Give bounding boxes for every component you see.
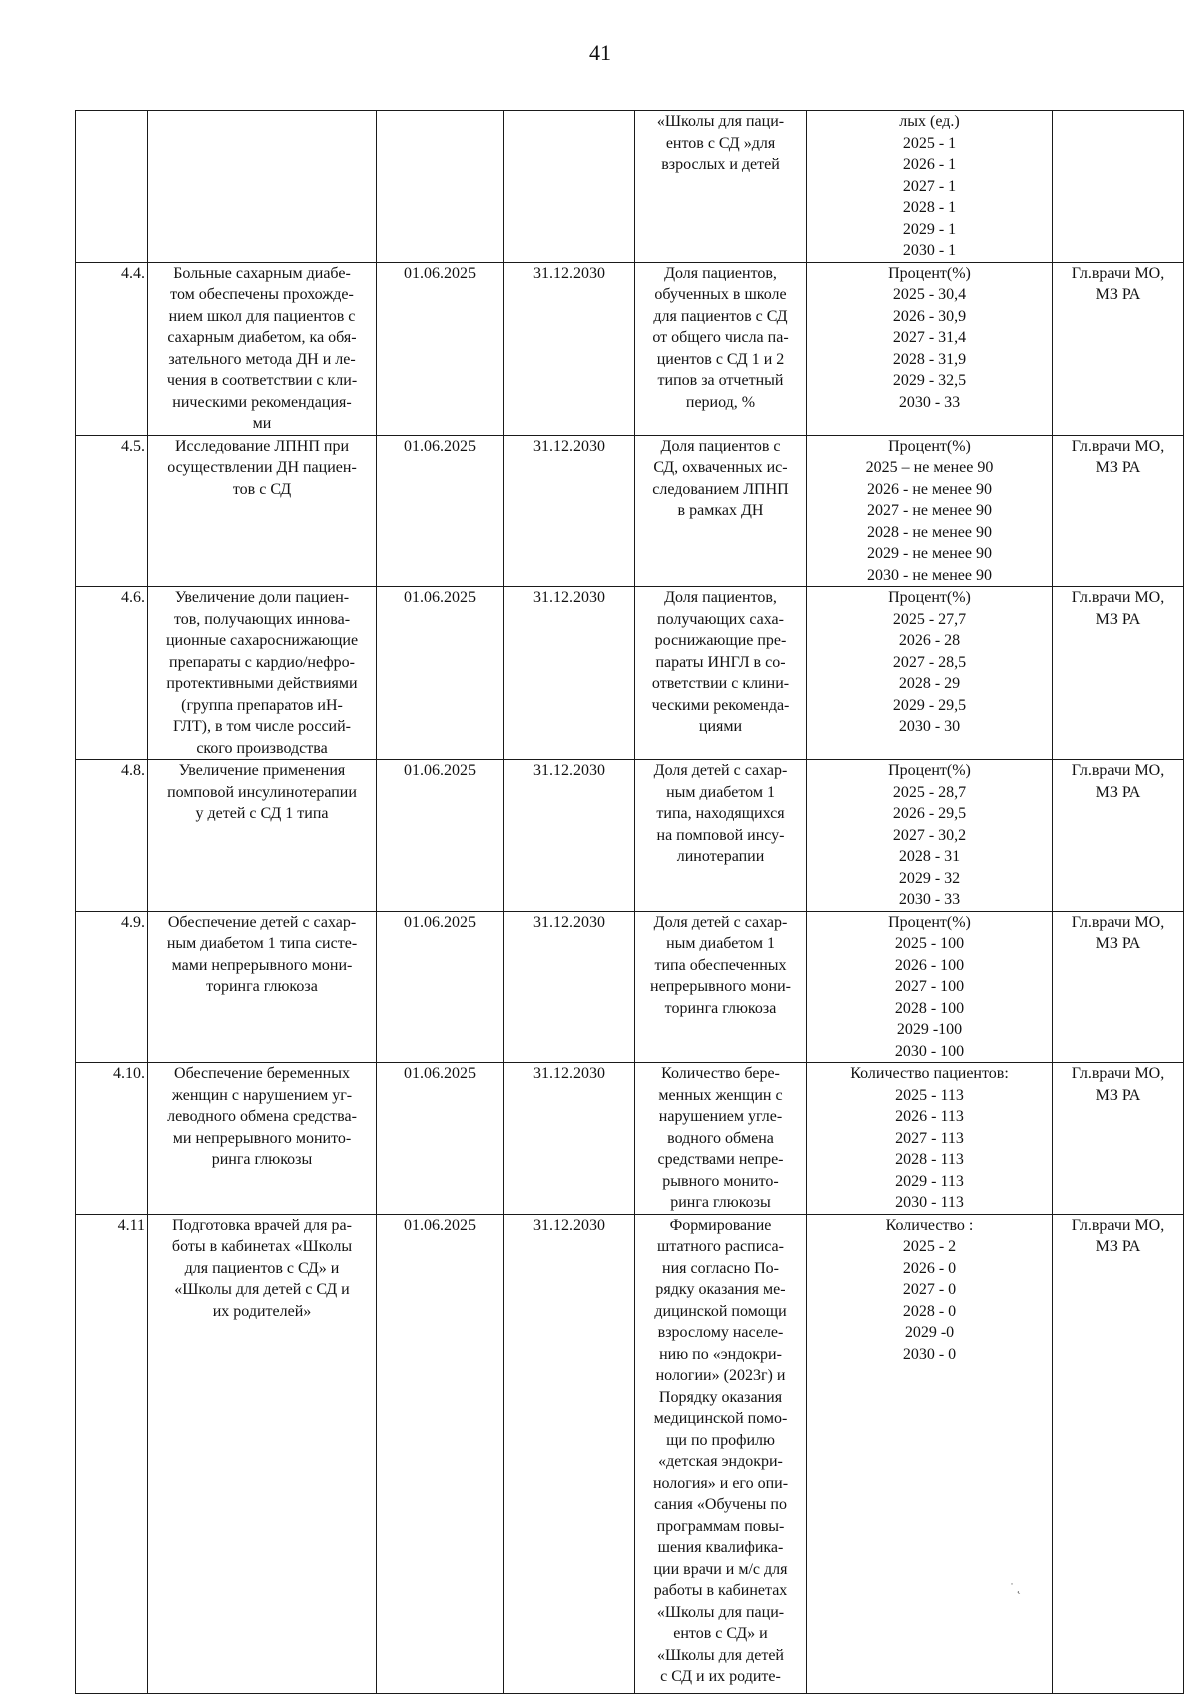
indicator-line: роснижающие пре- bbox=[654, 632, 787, 649]
end-date-cell: 31.12.2030 bbox=[504, 1214, 635, 1693]
indicator-line: ентов с СД» и bbox=[673, 1625, 768, 1642]
activity-line: для пациентов с СД» и bbox=[184, 1259, 340, 1277]
target-value-line: 2030 - не менее 90 bbox=[867, 566, 992, 584]
activity-line: помповой инсулинотерапии bbox=[167, 783, 357, 801]
target-value-line: 2027 - 31,4 bbox=[892, 329, 967, 346]
target-value-line: 2029 -100 bbox=[896, 1021, 963, 1038]
target-value-line: 2026 - 100 bbox=[894, 956, 965, 974]
target-value-line: 2028 - 1 bbox=[902, 199, 957, 216]
target-value-line: 2030 - 113 bbox=[895, 1194, 964, 1211]
target-value-line: Процент(%) bbox=[888, 264, 971, 282]
indicator-line: с СД и их родите- bbox=[660, 1668, 781, 1685]
end-date-cell: 31.12.2030 bbox=[504, 262, 635, 435]
indicator-line: средствами непре- bbox=[657, 1151, 784, 1168]
target-value-line: 2025 – не менее 90 bbox=[865, 459, 994, 476]
indicator-cell bbox=[635, 760, 807, 912]
target-value-line: 2025 - 27,7 bbox=[892, 610, 967, 628]
activity-cell bbox=[148, 111, 377, 263]
indicator-line: ческими рекоменда- bbox=[651, 696, 790, 714]
start-date-cell: 01.06.2025 bbox=[377, 1214, 504, 1693]
responsible-line: МЗ РА bbox=[1095, 286, 1141, 303]
indicator-line: непрерывного мони- bbox=[650, 978, 791, 995]
target-value-line: 2026 - не менее 90 bbox=[867, 480, 992, 498]
start-date-cell: 01.06.2025 bbox=[377, 435, 504, 587]
activity-line: препараты с кардио/нефро- bbox=[169, 653, 355, 671]
target-value-line: 2030 - 1 bbox=[902, 242, 957, 259]
indicator-line: для пациентов с СД bbox=[653, 307, 788, 325]
indicator-line: «детская эндокри- bbox=[658, 1453, 783, 1470]
activities-table bbox=[75, 110, 1184, 1694]
indicator-line: типов за отчетный bbox=[657, 372, 784, 389]
indicator-cell bbox=[635, 1214, 807, 1693]
indicator-line: менных женщин с bbox=[658, 1086, 783, 1104]
start-date-cell bbox=[377, 111, 504, 263]
target-values-cell bbox=[807, 111, 1053, 263]
responsible-cell bbox=[1053, 262, 1184, 435]
activity-line: ми непрерывного монито- bbox=[172, 1129, 352, 1147]
page-number: 41 bbox=[589, 40, 611, 65]
target-values-cell bbox=[807, 760, 1053, 912]
table-row bbox=[76, 435, 1184, 587]
table-row bbox=[76, 587, 1184, 760]
indicator-line: ным диабетом 1 bbox=[666, 783, 775, 801]
indicator-cell bbox=[635, 435, 807, 587]
indicator-line: линотерапии bbox=[676, 848, 765, 865]
activity-line: ского производства bbox=[196, 739, 328, 757]
target-value-line: 2028 - 31,9 bbox=[892, 350, 967, 368]
table-row bbox=[76, 1063, 1184, 1215]
table-body bbox=[76, 111, 1184, 1694]
activity-line: леводного обмена средства- bbox=[167, 1108, 357, 1125]
responsible-cell bbox=[1053, 1063, 1184, 1215]
responsible-line: МЗ РА bbox=[1095, 1086, 1141, 1104]
activity-line: Исследование ЛПНП при bbox=[174, 437, 350, 455]
target-value-line: 2030 - 100 bbox=[894, 1042, 965, 1060]
activity-cell bbox=[148, 1214, 377, 1693]
target-value-line: 2025 - 113 bbox=[895, 1086, 964, 1104]
responsible-line: МЗ РА bbox=[1095, 459, 1141, 476]
target-value-line: 2026 - 29,5 bbox=[892, 805, 967, 822]
indicator-line: штатного расписа- bbox=[657, 1238, 784, 1255]
activity-line: осуществлении ДН пациен- bbox=[167, 459, 357, 476]
indicator-line: получающих саха- bbox=[657, 610, 784, 628]
target-value-line: Количество : bbox=[885, 1216, 974, 1234]
indicator-line: «Школы для паци- bbox=[656, 1603, 785, 1621]
item-number-cell: 4.10. bbox=[76, 1063, 148, 1215]
activity-line: Увеличение применения bbox=[178, 762, 346, 779]
responsible-line: МЗ РА bbox=[1095, 1238, 1141, 1255]
activity-line: Подготовка врачей для ра- bbox=[172, 1216, 352, 1234]
target-value-line: 2030 - 33 bbox=[898, 393, 961, 411]
start-date-cell: 01.06.2025 bbox=[377, 1063, 504, 1215]
responsible-line: Гл.врачи МО, bbox=[1071, 264, 1165, 282]
target-value-line: 2029 - 32 bbox=[898, 869, 961, 887]
indicator-line: типа, находящихся bbox=[656, 805, 785, 822]
indicator-line: Доля детей с сахар- bbox=[653, 913, 788, 931]
target-value-line: 2027 - 30,2 bbox=[892, 826, 967, 844]
item-number-cell: 4.4. bbox=[76, 262, 148, 435]
activity-line: Обеспечение беременных bbox=[174, 1065, 350, 1082]
target-value-line: 2027 - 1 bbox=[902, 177, 957, 195]
indicator-line: работы в кабинетах bbox=[653, 1582, 788, 1599]
target-value-line: 2026 - 28 bbox=[898, 632, 961, 649]
activity-line: мами непрерывного мони- bbox=[171, 956, 353, 974]
indicator-line: СД, охваченных ис- bbox=[653, 459, 788, 476]
activity-line: Больные сахарным диабе- bbox=[173, 264, 351, 282]
responsible-cell bbox=[1053, 911, 1184, 1063]
end-date-cell bbox=[504, 111, 635, 263]
responsible-line: МЗ РА bbox=[1095, 783, 1141, 801]
target-value-line: 2029 - 29,5 bbox=[892, 696, 967, 714]
indicator-line: от общего числа па- bbox=[652, 329, 789, 346]
indicator-line: нология» и его опи- bbox=[652, 1474, 789, 1492]
activity-line: (группа препаратов иН- bbox=[181, 696, 343, 714]
indicator-line: ринга глюкозы bbox=[670, 1194, 771, 1211]
target-value-line: 2027 - не менее 90 bbox=[867, 502, 992, 519]
target-value-line: 2026 - 0 bbox=[902, 1259, 957, 1277]
activity-line: тов с СД bbox=[232, 480, 292, 498]
indicator-line: обученных в школе bbox=[654, 286, 787, 303]
activity-cell bbox=[148, 911, 377, 1063]
responsible-line: Гл.врачи МО, bbox=[1071, 589, 1165, 606]
indicator-line: сания «Обучены по bbox=[654, 1496, 787, 1513]
target-value-line: 2027 - 113 bbox=[895, 1129, 964, 1147]
activity-line: нием школ для пациентов с bbox=[168, 307, 356, 325]
target-value-line: 2029 - не менее 90 bbox=[867, 545, 992, 562]
scan-speck: ˙ ˛ bbox=[1010, 1580, 1021, 1594]
target-value-line: Процент(%) bbox=[888, 762, 971, 779]
target-value-line: 2026 - 1 bbox=[902, 156, 957, 173]
indicator-line: Доля детей с сахар- bbox=[653, 762, 788, 779]
indicator-cell bbox=[635, 1063, 807, 1215]
activity-line: чения в соответствии с кли- bbox=[166, 372, 358, 389]
indicator-line: нарушением угле- bbox=[658, 1108, 783, 1125]
activity-cell bbox=[148, 262, 377, 435]
indicator-line: ответствии с клини- bbox=[651, 675, 790, 692]
indicator-line: ным диабетом 1 bbox=[666, 935, 775, 952]
target-values-cell bbox=[807, 1063, 1053, 1215]
responsible-line: Гл.врачи МО, bbox=[1071, 1216, 1165, 1234]
table-row bbox=[76, 760, 1184, 912]
responsible-line: Гл.врачи МО, bbox=[1071, 762, 1165, 779]
end-date-cell: 31.12.2030 bbox=[504, 1063, 635, 1215]
indicator-cell bbox=[635, 911, 807, 1063]
indicator-line: типа обеспеченных bbox=[654, 956, 787, 974]
indicator-line: шения квалифика- bbox=[657, 1539, 784, 1556]
activity-line: ми bbox=[252, 415, 272, 432]
target-values-cell bbox=[807, 911, 1053, 1063]
indicator-line: Порядку оказания bbox=[658, 1388, 783, 1406]
responsible-line: Гл.врачи МО, bbox=[1071, 437, 1165, 455]
indicator-line: следованием ЛПНП bbox=[652, 480, 789, 498]
indicator-line: дицинской помощи bbox=[654, 1302, 787, 1320]
activity-cell bbox=[148, 435, 377, 587]
indicator-line: Доля пациентов с bbox=[660, 437, 781, 455]
target-value-line: 2030 - 0 bbox=[902, 1345, 957, 1363]
responsible-cell bbox=[1053, 111, 1184, 263]
target-value-line: Количество пациентов: bbox=[850, 1065, 1009, 1082]
responsible-line: МЗ РА bbox=[1095, 610, 1141, 628]
target-value-line: Процент(%) bbox=[888, 913, 971, 931]
target-value-line: 2027 - 28,5 bbox=[892, 653, 967, 671]
indicator-line: период, % bbox=[685, 393, 756, 411]
table-row bbox=[76, 1214, 1184, 1693]
item-number-cell bbox=[76, 111, 148, 263]
target-value-line: лых (ед.) bbox=[899, 113, 960, 130]
item-number-cell: 4.8. bbox=[76, 760, 148, 912]
table-row bbox=[76, 262, 1184, 435]
target-value-line: 2027 - 100 bbox=[894, 978, 965, 995]
item-number-cell: 4.11 bbox=[76, 1214, 148, 1693]
end-date-cell: 31.12.2030 bbox=[504, 911, 635, 1063]
activity-line: Обеспечение детей с сахар- bbox=[167, 913, 357, 931]
indicator-line: щи по профилю bbox=[666, 1431, 775, 1449]
indicator-line: рядку оказания ме- bbox=[655, 1281, 786, 1298]
target-value-line: 2028 - 29 bbox=[898, 675, 961, 692]
target-value-line: 2027 - 0 bbox=[902, 1281, 957, 1298]
indicator-line: нию по «эндокри- bbox=[659, 1345, 782, 1363]
target-value-line: 2028 - 31 bbox=[898, 848, 961, 865]
indicator-line: программам повы- bbox=[656, 1517, 785, 1535]
activity-line: том обеспечены прохожде- bbox=[170, 286, 354, 303]
indicator-line: взрослых и детей bbox=[661, 156, 780, 173]
start-date-cell: 01.06.2025 bbox=[377, 262, 504, 435]
indicator-line: медицинской помо- bbox=[653, 1410, 788, 1427]
target-value-line: 2028 - не менее 90 bbox=[867, 523, 992, 541]
target-value-line: 2028 - 0 bbox=[902, 1302, 957, 1320]
indicator-line: Количество бере- bbox=[661, 1065, 780, 1082]
indicator-line: в рамках ДН bbox=[677, 502, 764, 519]
indicator-line: нологии» (2023г) и bbox=[655, 1367, 786, 1384]
indicator-line: ции врачи и м/с для bbox=[653, 1560, 788, 1578]
activity-line: ным диабетом 1 типа систе- bbox=[166, 935, 358, 952]
target-value-line: Процент(%) bbox=[888, 589, 971, 606]
activity-line: зательного метода ДН и ле- bbox=[168, 350, 356, 368]
indicator-cell bbox=[635, 587, 807, 760]
activity-line: сахарным диабетом, ка обя- bbox=[167, 329, 357, 346]
end-date-cell: 31.12.2030 bbox=[504, 760, 635, 912]
indicator-line: торинга глюкоза bbox=[664, 999, 777, 1017]
indicator-line: Доля пациентов, bbox=[664, 264, 777, 282]
indicator-line: взрослому населе- bbox=[657, 1324, 784, 1341]
responsible-cell bbox=[1053, 760, 1184, 912]
table-row bbox=[76, 911, 1184, 1063]
target-value-line: 2025 - 1 bbox=[902, 134, 957, 152]
start-date-cell: 01.06.2025 bbox=[377, 587, 504, 760]
target-value-line: 2028 - 100 bbox=[894, 999, 965, 1017]
target-values-cell bbox=[807, 262, 1053, 435]
indicator-line: «Школы для детей bbox=[656, 1646, 784, 1664]
item-number-cell: 4.5. bbox=[76, 435, 148, 587]
target-value-line: 2026 - 113 bbox=[895, 1108, 964, 1125]
indicator-line: «Школы для паци- bbox=[656, 113, 785, 130]
activity-cell bbox=[148, 587, 377, 760]
responsible-cell bbox=[1053, 587, 1184, 760]
target-value-line: 2029 - 32,5 bbox=[892, 372, 967, 389]
activity-line: Увеличение доли пациен- bbox=[174, 589, 350, 606]
table-row bbox=[76, 111, 1184, 263]
responsible-line: Гл.врачи МО, bbox=[1071, 1065, 1165, 1082]
start-date-cell: 01.06.2025 bbox=[377, 911, 504, 1063]
item-number-cell: 4.9. bbox=[76, 911, 148, 1063]
start-date-cell: 01.06.2025 bbox=[377, 760, 504, 912]
responsible-cell bbox=[1053, 1214, 1184, 1693]
target-values-cell bbox=[807, 587, 1053, 760]
target-value-line: Процент(%) bbox=[888, 437, 971, 455]
indicator-line: рывного монито- bbox=[662, 1172, 779, 1190]
activity-line: их родителей» bbox=[212, 1302, 312, 1320]
activity-line: «Школы для детей с СД и bbox=[174, 1281, 350, 1298]
responsible-cell bbox=[1053, 435, 1184, 587]
activity-line: ГЛТ), в том числе россий- bbox=[172, 718, 351, 735]
target-value-line: 2026 - 30,9 bbox=[892, 307, 967, 325]
target-value-line: 2028 - 113 bbox=[895, 1151, 964, 1168]
item-number-cell: 4.6. bbox=[76, 587, 148, 760]
indicator-line: Доля пациентов, bbox=[664, 589, 777, 606]
activity-line: тов, получающих иннова- bbox=[173, 610, 351, 628]
indicator-line: на помповой инсу- bbox=[656, 826, 785, 844]
indicator-cell bbox=[635, 262, 807, 435]
target-value-line: 2029 - 1 bbox=[902, 220, 957, 238]
indicator-line: ния согласно По- bbox=[662, 1259, 779, 1277]
indicator-line: параты ИНГЛ в со- bbox=[655, 653, 786, 671]
activity-line: боты в кабинетах «Школы bbox=[171, 1238, 353, 1255]
indicator-line: ентов с СД »для bbox=[665, 134, 776, 152]
activity-line: торинга глюкоза bbox=[206, 978, 318, 995]
indicator-line: Формирование bbox=[669, 1216, 772, 1234]
target-value-line: 2030 - 33 bbox=[898, 891, 961, 908]
indicator-line: циями bbox=[698, 718, 743, 735]
activity-line: женщин с нарушением уг- bbox=[171, 1086, 353, 1104]
target-value-line: 2029 -0 bbox=[904, 1324, 955, 1341]
activity-cell bbox=[148, 760, 377, 912]
target-value-line: 2029 - 113 bbox=[895, 1172, 964, 1190]
target-value-line: 2025 - 100 bbox=[894, 935, 965, 952]
activity-line: ринга глюкозы bbox=[211, 1151, 313, 1168]
activity-line: ционные сахароснижающие bbox=[165, 632, 359, 649]
indicator-line: водного обмена bbox=[667, 1129, 774, 1147]
target-value-line: 2030 - 30 bbox=[898, 718, 961, 735]
end-date-cell: 31.12.2030 bbox=[504, 587, 635, 760]
activity-cell bbox=[148, 1063, 377, 1215]
activity-line: ническими рекомендация- bbox=[172, 393, 352, 411]
responsible-line: Гл.врачи МО, bbox=[1071, 913, 1165, 931]
indicator-cell bbox=[635, 111, 807, 263]
target-value-line: 2025 - 28,7 bbox=[892, 783, 967, 801]
target-values-cell bbox=[807, 435, 1053, 587]
end-date-cell: 31.12.2030 bbox=[504, 435, 635, 587]
target-values-cell bbox=[807, 1214, 1053, 1693]
responsible-line: МЗ РА bbox=[1095, 935, 1141, 952]
activity-line: у детей с СД 1 типа bbox=[195, 805, 329, 822]
target-value-line: 2025 - 2 bbox=[902, 1238, 957, 1255]
target-value-line: 2025 - 30,4 bbox=[892, 286, 967, 303]
indicator-line: циентов с СД 1 и 2 bbox=[656, 350, 785, 368]
activity-line: протективными действиями bbox=[166, 675, 358, 692]
